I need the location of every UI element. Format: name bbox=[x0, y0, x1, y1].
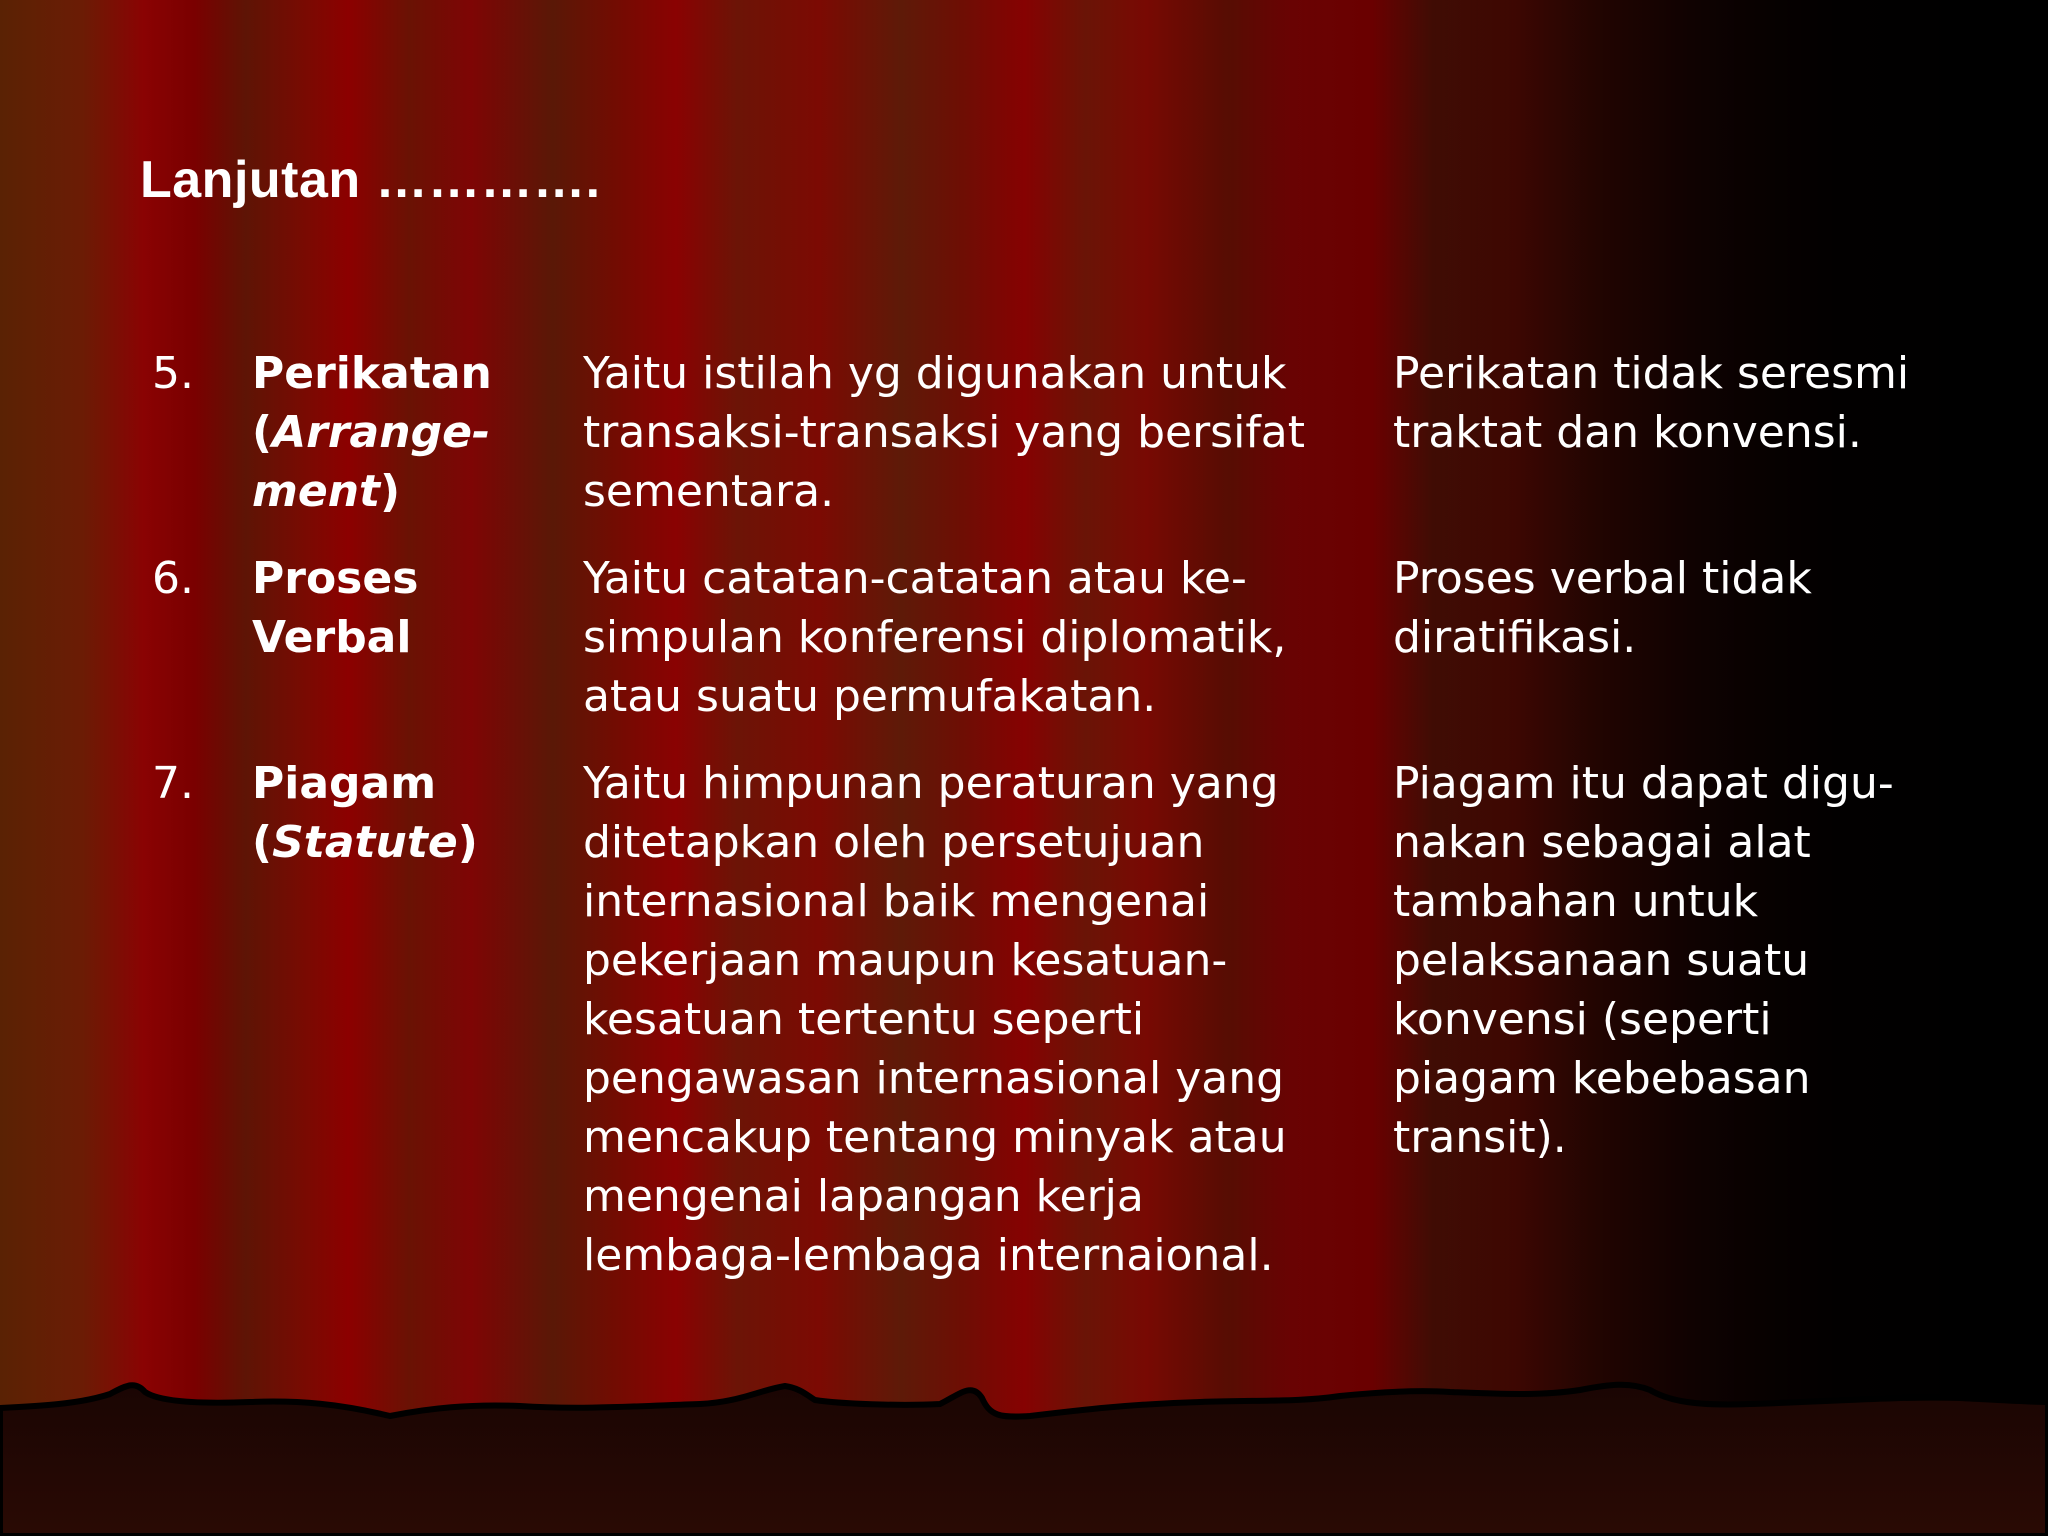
definition-line: pengawasan internasional yang bbox=[583, 1053, 1285, 1104]
definition-line: Yaitu himpunan peraturan yang bbox=[583, 758, 1279, 809]
definition-line: kesatuan tertentu seperti bbox=[583, 994, 1145, 1045]
term-line: Verbal bbox=[252, 612, 412, 663]
definition-line: simpulan konferensi diplomatik, bbox=[583, 612, 1287, 663]
note-line: Proses verbal tidak bbox=[1393, 553, 1812, 604]
definition-line: pekerjaan maupun kesatuan- bbox=[583, 935, 1228, 986]
item-note bbox=[1393, 344, 1993, 462]
definition-line: Yaitu istilah yg digunakan untuk bbox=[583, 348, 1287, 399]
definition-line: internasional baik mengenai bbox=[583, 876, 1210, 927]
definition-line: mencakup tentang minyak atau bbox=[583, 1112, 1287, 1163]
item-term bbox=[252, 754, 572, 872]
term-line: Proses bbox=[252, 553, 419, 604]
term-alt-italic: ment bbox=[252, 466, 381, 517]
item-term bbox=[252, 549, 572, 667]
definition-line: transaksi-transaksi yang bersifat bbox=[583, 407, 1306, 458]
definition-line: lembaga-lembaga internaional. bbox=[583, 1230, 1274, 1281]
term-line: Piagam bbox=[252, 758, 437, 809]
note-line: transit). bbox=[1393, 1112, 1567, 1163]
definition-line: sementara. bbox=[583, 466, 835, 517]
term-alt-line: ment) bbox=[252, 466, 401, 517]
note-line: Piagam itu dapat digu- bbox=[1393, 758, 1894, 809]
term-alt-italic: Statute bbox=[272, 817, 458, 868]
note-line: konvensi (seperti bbox=[1393, 994, 1772, 1045]
item-number: 6. bbox=[152, 553, 194, 604]
note-line: nakan sebagai alat bbox=[1393, 817, 1811, 868]
item-note bbox=[1393, 754, 1993, 1167]
note-line: Perikatan tidak seresmi bbox=[1393, 348, 1910, 399]
definition-line: ditetapkan oleh persetujuan bbox=[583, 817, 1205, 868]
definition-line: Yaitu catatan-catatan atau ke- bbox=[583, 553, 1247, 604]
item-number: 7. bbox=[152, 758, 194, 809]
item-number: 5. bbox=[152, 348, 194, 399]
note-line: diratifikasi. bbox=[1393, 612, 1637, 663]
term-alt-line: (Arrange- bbox=[252, 407, 491, 458]
item-definition bbox=[583, 754, 1353, 1285]
note-line: piagam kebebasan bbox=[1393, 1053, 1811, 1104]
term-alt-line: (Statute) bbox=[252, 817, 478, 868]
slide-title: Lanjutan …………. bbox=[140, 151, 601, 209]
note-line: pelaksanaan suatu bbox=[1393, 935, 1810, 986]
item-definition bbox=[583, 344, 1353, 521]
term-line: Perikatan bbox=[252, 348, 492, 399]
definition-line: mengenai lapangan kerja bbox=[583, 1171, 1144, 1222]
definition-line: atau suatu permufakatan. bbox=[583, 671, 1157, 722]
term-alt-italic: Arrange- bbox=[272, 407, 491, 458]
curtain-hem bbox=[0, 1346, 2048, 1536]
item-term bbox=[252, 344, 572, 521]
item-note bbox=[1393, 549, 1993, 667]
note-line: traktat dan konvensi. bbox=[1393, 407, 1862, 458]
item-definition bbox=[583, 549, 1353, 726]
note-line: tambahan untuk bbox=[1393, 876, 1759, 927]
